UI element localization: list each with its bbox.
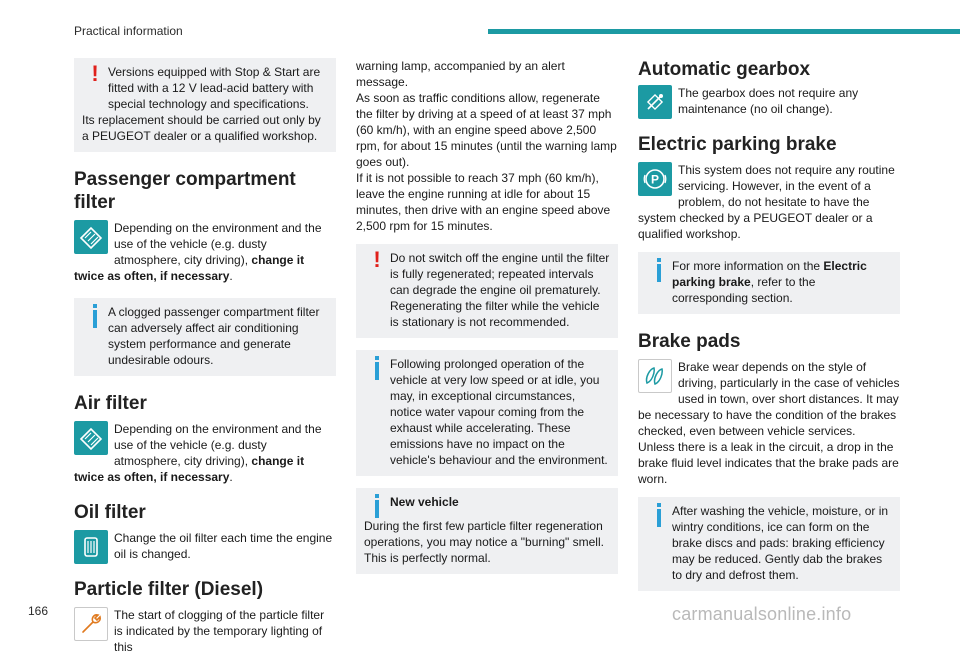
column-left xyxy=(74,58,336,655)
section-automatic-gearbox xyxy=(638,58,900,117)
running-header: Practical information xyxy=(74,24,183,38)
info-box-water-vapour xyxy=(356,350,618,476)
section-title: Automatic gearbox xyxy=(638,59,811,80)
warning-icon: ! xyxy=(373,247,381,272)
info-box-passenger-filter xyxy=(74,298,336,376)
page-number: 166 xyxy=(28,604,49,618)
section-body: The start of clogging of the particle filter is indicated by the temporary lighting of this xyxy=(74,607,336,655)
info-title: New vehicle xyxy=(390,495,459,509)
info-icon xyxy=(375,500,379,518)
section-oil-filter xyxy=(74,501,336,562)
info-icon xyxy=(93,310,97,328)
info-text: A clogged passenger compartment filter can adversely affect air conditioning system performance and generate undesirable odours. xyxy=(108,305,320,367)
info-icon xyxy=(657,509,661,527)
header-accent-bar xyxy=(488,29,960,34)
info-box-new-vehicle xyxy=(356,488,618,574)
section-body: P This system does not require any routine servicing. However, in the event of a problem, do not hesitate to have the system checked by a PEUGEOT dealer or a qualified workshop. xyxy=(638,163,895,241)
section-body: Brake wear depends on the style of driving, particularly in the case of vehicles used in town, over short distances. It may be necessary to have the condition of the brakes checked, even between vehicle services. Unless there is a leak in the circuit, a drop in the brake fluid level indicates that the brake pads are worn. xyxy=(638,360,900,486)
section-title: Electric parking brake xyxy=(638,134,837,155)
section-title: Particle filter (Diesel) xyxy=(74,579,264,600)
particle-filter-continued: warning lamp, accompanied by an alert message. As soon as traffic conditions allow, regenerate the filter by driving at a speed of at least 37 mph (60 km/h), with an engine speed above 2,500 rpm, for about 15 minutes (until the warning lamp goes out). If it is not possible to reach 37 mph (60 km/h), leave the engine running at idle for about 15 minutes, then drive with an engine speed above 2,500 rpm for 15 minutes. xyxy=(356,59,617,233)
filter-icon xyxy=(74,220,108,254)
warning-box-regeneration xyxy=(356,244,618,338)
parking-brake-icon xyxy=(638,162,672,196)
section-title: Oil filter xyxy=(74,502,146,523)
section-title: Passenger compartment filter xyxy=(74,169,296,213)
warning-icon: ! xyxy=(91,61,99,86)
info-text: Following prolonged operation of the vehicle at very low speed or at idle, you may, in exceptional circumstances, notice water vapour coming from the exhaust while accelerating. These emissions have no impact on the vehicle's behaviour and the environment. xyxy=(390,357,608,467)
section-body: Depending on the environment and the use of the vehicle (e.g. dusty atmosphere, city driving), change it twice as often, if necessary. xyxy=(74,221,322,283)
info-icon xyxy=(657,264,661,282)
info-text: During the first few particle filter regeneration operations, you may notice a "burning" smell. This is perfectly normal. xyxy=(364,519,604,565)
section-electric-parking-brake xyxy=(638,133,900,242)
info-text: For more information on the Electric parking brake, refer to the corresponding section. xyxy=(672,259,867,305)
warning-text-2: Its replacement should be carried out only by a PEUGEOT dealer or a qualified workshop. xyxy=(82,113,321,143)
info-icon xyxy=(375,362,379,380)
column-right xyxy=(638,58,900,591)
section-title: Brake pads xyxy=(638,331,741,352)
svg-text:P: P xyxy=(650,172,660,187)
brake-pads-icon xyxy=(638,359,672,393)
section-title: Air filter xyxy=(74,393,147,414)
oil-filter-icon xyxy=(74,530,108,564)
wrench-icon xyxy=(74,607,108,641)
info-box-brake-moisture xyxy=(638,497,900,591)
section-particle-filter xyxy=(74,578,336,655)
info-box-parking-brake xyxy=(638,252,900,314)
section-air-filter xyxy=(74,392,336,485)
warning-text: Versions equipped with Stop & Start are fitted with a 12 V lead-acid battery with special technology and specifications. xyxy=(108,65,321,111)
section-brake-pads xyxy=(638,330,900,487)
filter-icon xyxy=(74,421,108,455)
gearbox-icon xyxy=(638,85,672,119)
watermark: carmanualsonline.info xyxy=(672,604,852,624)
info-text: After washing the vehicle, moisture, or in wintry conditions, ice can form on the brake discs and pads: braking efficiency may be reduced. Gently dab the brakes to dry and defrost them. xyxy=(672,504,889,582)
section-body: Change the oil filter each time the engine oil is changed. xyxy=(74,530,336,562)
section-passenger-filter xyxy=(74,168,336,284)
warning-box-battery xyxy=(74,58,336,152)
section-body: Depending on the environment and the use of the vehicle (e.g. dusty atmosphere, city driving), change it twice as often, if necessary. xyxy=(74,422,322,484)
column-middle xyxy=(356,58,618,574)
section-body: The gearbox does not require any maintenance (no oil change). xyxy=(638,85,900,117)
warning-text: Do not switch off the engine until the filter is fully regenerated; repeated intervals can degrade the engine oil prematurely. Regenerating the filter while the vehicle is stationary is not recommended. xyxy=(390,251,610,329)
